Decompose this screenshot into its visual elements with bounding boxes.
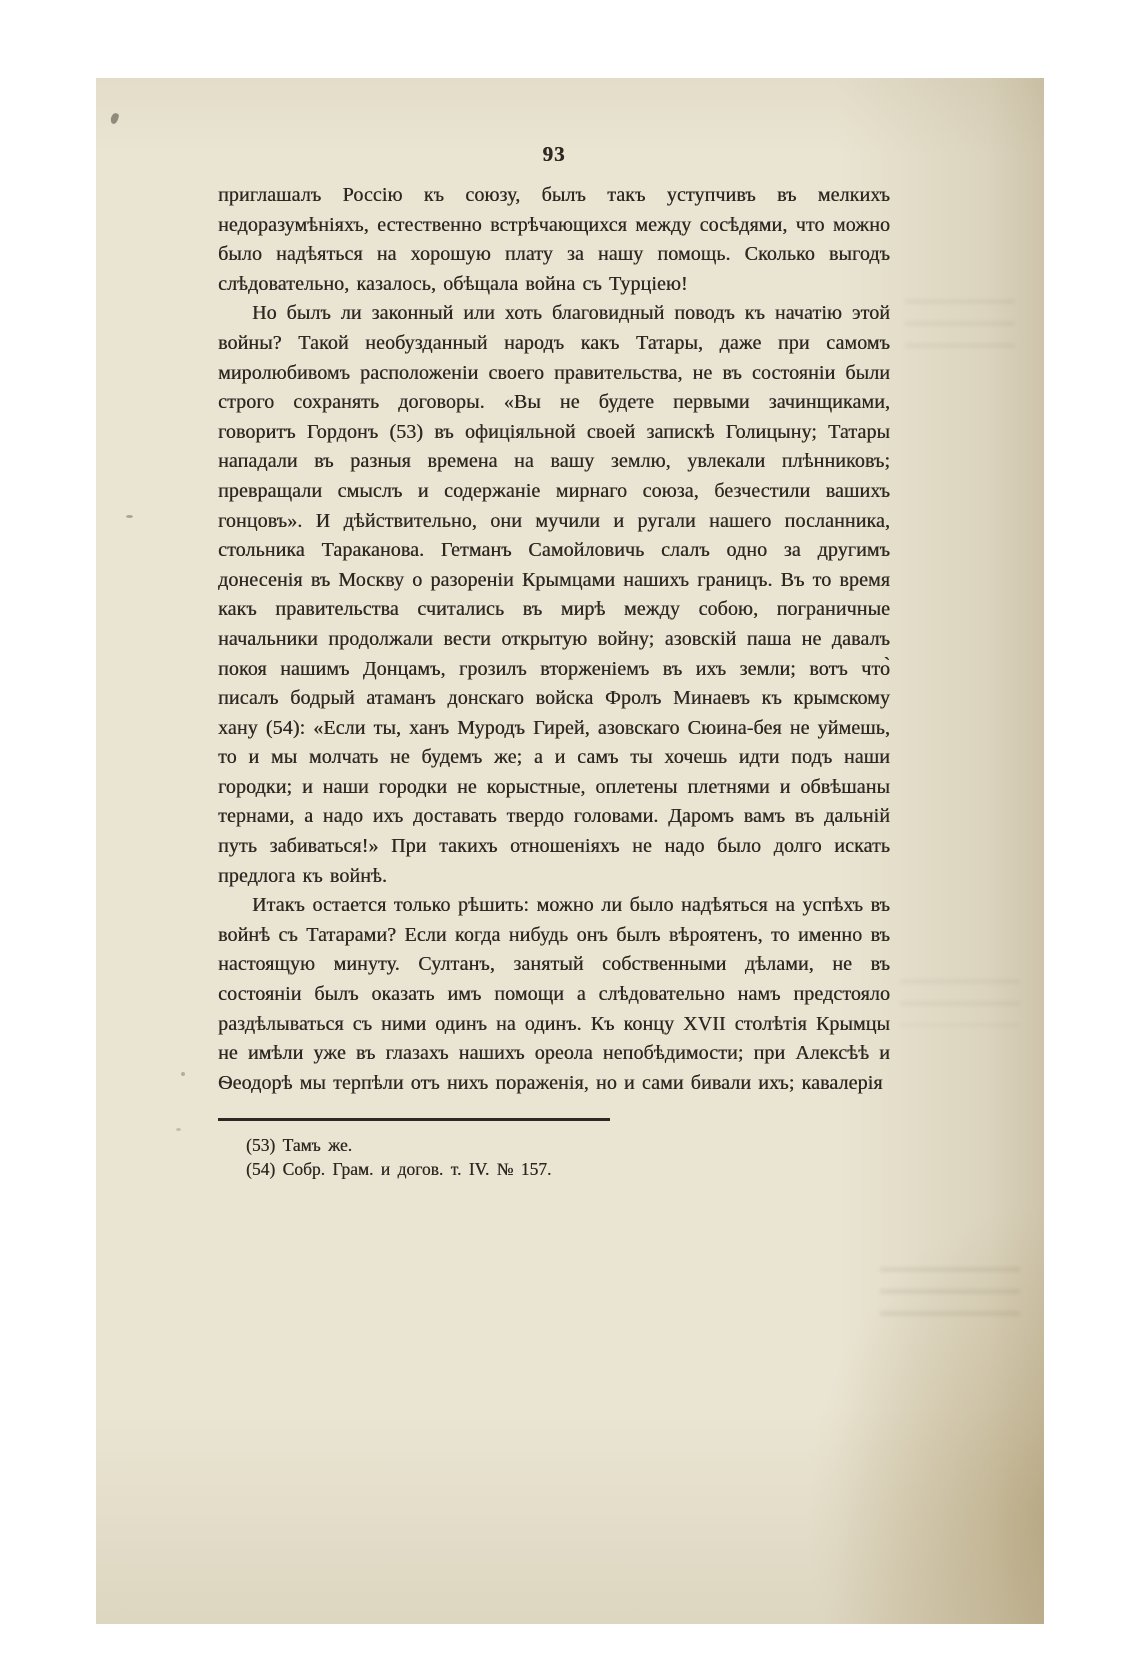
page-number: 93 (542, 142, 566, 166)
text-block (218, 181, 890, 1098)
footnote: (54) Собр. Грам. и догов. т. IV. № 157. (246, 1159, 552, 1180)
scan-speck (181, 1072, 185, 1076)
paragraph: Итакъ остается только рѣшить: можно ли было надѣяться на успѣхъ въ войнѣ съ Татарами? Если когда нибудь онъ былъ вѣроятенъ, то именно въ настоящую минуту. Султанъ, занятый собственными дѣлами, не въ состояніи былъ оказать имъ помощи а слѣдовательно намъ предстояло раздѣлываться съ ними одинъ на одинъ. Къ концу XVII столѣтія Крымцы не имѣли уже въ глазахъ нашихъ ореола непобѣдимости; при Алексѣѣ и Ѳеодорѣ мы терпѣли отъ нихъ пораженія, но и сами бивали ихъ; кавалерія (218, 894, 890, 1094)
scan-speck (176, 1128, 181, 1131)
footnote: (53) Тамъ же. (246, 1135, 353, 1156)
footnote-area (218, 1118, 890, 1181)
paragraph: Но былъ ли законный или хоть благовидный поводъ къ начатію этой войны? Такой необузданный народъ какъ Татары, даже при самомъ миролюбивомъ расположеніи своего правительства, не въ состояніи были строго сохранять договоры. «Вы не будете первыми зачинщиками, говоритъ Гордонъ (53) въ офиціяльной своей запискѣ Голицыну; Татары нападали въ разныя времена на вашу землю, увлекали плѣнниковъ; превращали смыслъ и содержаніе мирнаго союза, безчестили вашихъ гонцовъ». И дѣйствительно, они мучили и ругали нашего посланника, стольника Тараканова. Гетманъ Самойловичь слалъ одно за другимъ донесенія въ Москву о разореніи Крымцами нашихъ границъ. Въ то время какъ правительства считались въ мирѣ между собою, пограничные начальники продолжали вести открытую войну; азовскій паша не давалъ покоя нашимъ Донцамъ, грозилъ вторженіемъ въ ихъ земли; вотъ что̀ писалъ бодрый атаманъ донскаго войска Фролъ Минаевъ къ крымскому хану (54): «Если ты, ханъ Муродъ Гирей, азовскаго Сюина-бея не уймешь, то и мы молчать не будемъ же; а и самъ ты хочешь идти подъ наши городки; и наши городки не корыстные, оплетены плетнями и обвѣшаны тернами, а надо ихъ доставать твердо головами. Даромъ вамъ въ дальній путь забиваться!» При такихъ отношеніяхъ не надо было долго искать предлога къ войнѣ. (218, 302, 890, 887)
page-show-through (900, 980, 1020, 1026)
book-page (96, 78, 1044, 1624)
paragraph-continuation: приглашалъ Россію къ союзу, былъ такъ уступчивъ въ мелкихъ недоразумѣніяхъ, естественно встрѣчающихся между сосѣдями, что можно было надѣяться на хорошую плату за нашу помощь. Сколько выгодъ слѣдовательно, казалось, обѣщала война съ Турціею! (218, 184, 890, 295)
footnote-separator (218, 1118, 610, 1121)
page-show-through (880, 1268, 1020, 1334)
scan-speck (126, 515, 133, 518)
page-show-through (905, 300, 1015, 348)
